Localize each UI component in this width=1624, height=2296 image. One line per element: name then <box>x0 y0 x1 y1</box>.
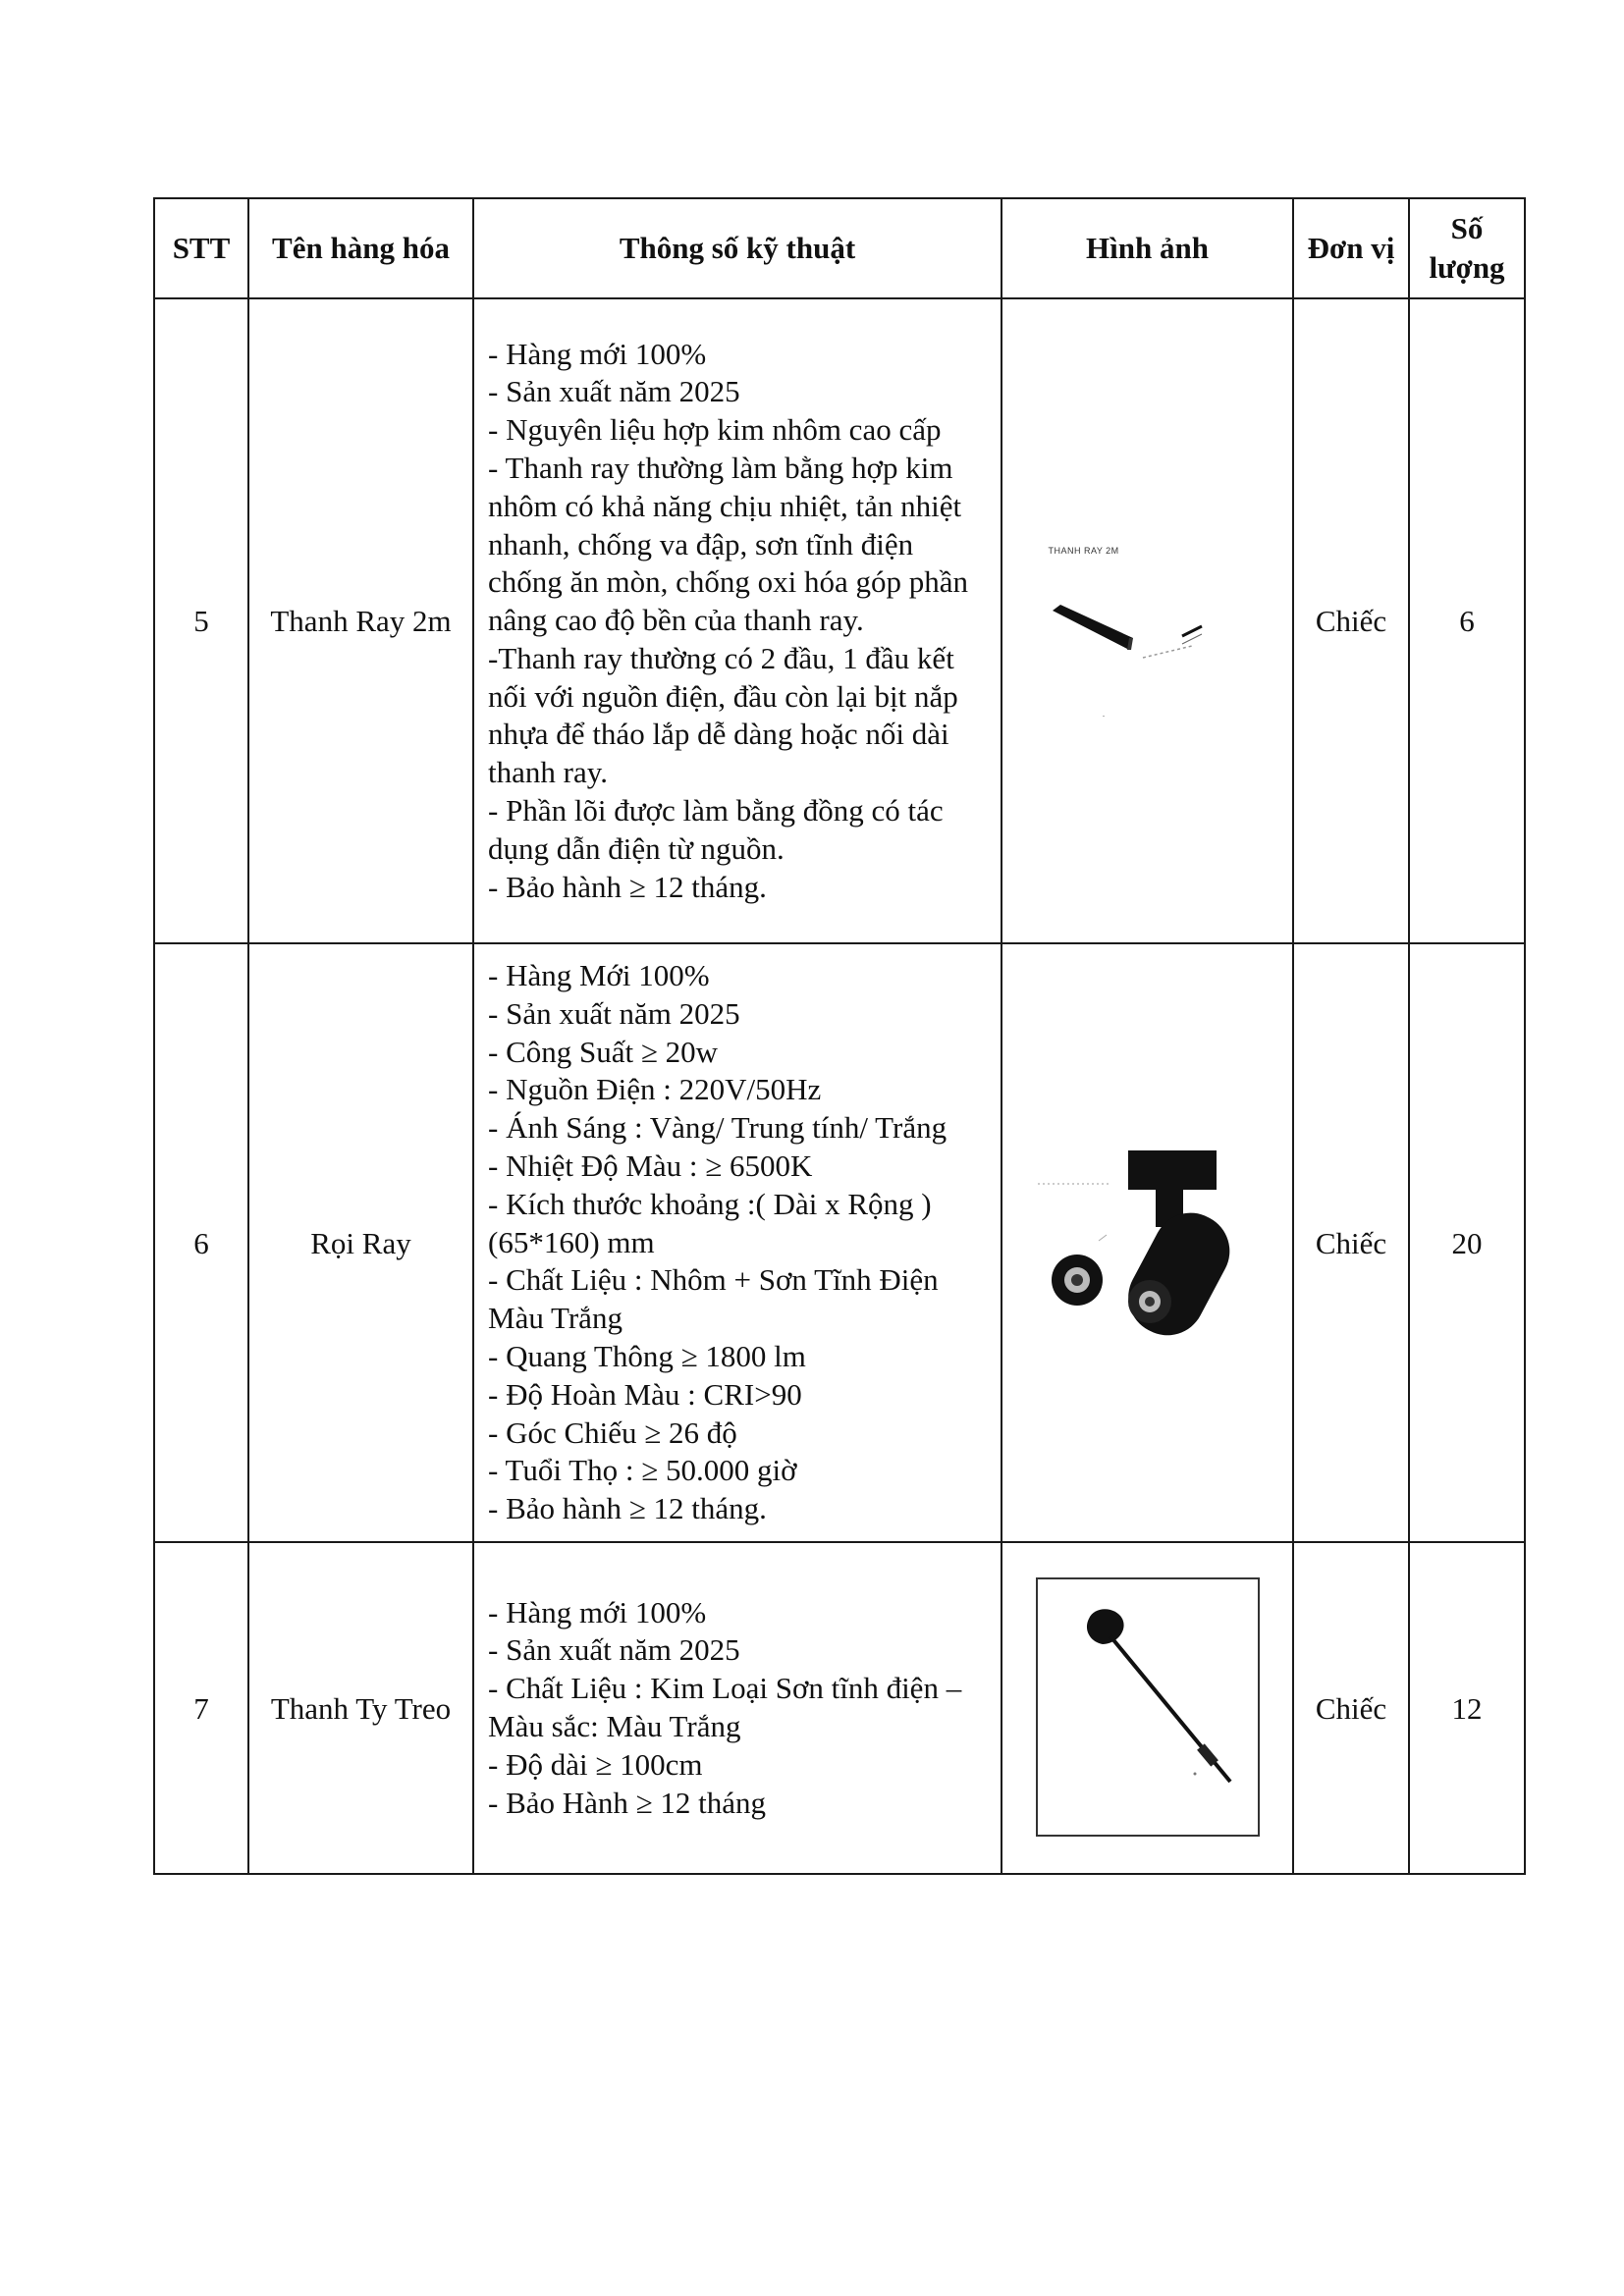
spec-item: - Sản xuất năm 2025 <box>488 995 740 1031</box>
row-stt: 7 <box>154 1542 248 1874</box>
spec-item: - Phần lõi được làm bằng đồng có tác dụng dẫn điện từ nguồn. <box>488 793 944 866</box>
spec-list <box>488 336 991 907</box>
row-specs <box>473 1542 1001 1874</box>
track-rail-image <box>1035 520 1261 717</box>
spec-item: - Công Suất ≥ 20w <box>488 1034 719 1069</box>
spec-item: - Kích thước khoảng :( Dài x Rộng ) (65*160) mm <box>488 1186 932 1259</box>
spec-item: - Bảo Hành ≥ 12 tháng <box>488 1785 767 1820</box>
spec-item: - Quang Thông ≥ 1800 lm <box>488 1338 806 1373</box>
row-stt: 6 <box>154 943 248 1542</box>
spec-item: - Hàng Mới 100% <box>488 958 710 993</box>
header-specs: Thông số kỹ thuật <box>473 198 1001 298</box>
spec-list <box>488 1594 991 1823</box>
row-name: Thanh Ray 2m <box>248 298 473 943</box>
row-image <box>1001 943 1293 1542</box>
spec-item: - Góc Chiếu ≥ 26 độ <box>488 1415 737 1450</box>
spec-item: - Chất Liệu : Nhôm + Sơn Tĩnh Điện Màu Trắng <box>488 1262 939 1336</box>
hanging-rod-icon <box>1038 1579 1258 1835</box>
header-stt: STT <box>154 198 248 298</box>
header-image: Hình ảnh <box>1001 198 1293 298</box>
spec-table <box>153 197 1526 1875</box>
track-rail-label: THANH RAY 2M <box>1048 546 1119 556</box>
row-specs <box>473 943 1001 1542</box>
spec-item: - Nguyên liệu hợp kim nhôm cao cấp <box>488 412 942 448</box>
row-name: Thanh Ty Treo <box>248 1542 473 1874</box>
spec-item: - Thanh ray thường làm bằng hợp kim nhôm có khả năng chịu nhiệt, tản nhiệt nhanh, chống va đập, sơn tĩnh điện chống ăn mòn, chống oxi hóa góp phần nâng cao độ bền của thanh ray. <box>488 450 969 638</box>
table-row <box>154 298 1525 943</box>
spec-item: - Độ dài ≥ 100cm <box>488 1746 703 1782</box>
spec-list <box>488 957 991 1528</box>
spec-item: - Hàng mới 100% <box>488 336 707 371</box>
spec-item: - Tuổi Thọ : ≥ 50.000 giờ <box>488 1453 797 1488</box>
row-unit: Chiếc <box>1293 943 1409 1542</box>
track-light-image <box>1030 1133 1266 1349</box>
spec-item: - Sản xuất năm 2025 <box>488 1632 740 1668</box>
spec-item: - Hàng mới 100% <box>488 1594 707 1629</box>
spec-item: - Độ Hoàn Màu : CRI>90 <box>488 1376 802 1412</box>
row-qty: 20 <box>1409 943 1525 1542</box>
header-unit: Đơn vị <box>1293 198 1409 298</box>
row-image <box>1001 298 1293 943</box>
spec-item: - Bảo hành ≥ 12 tháng. <box>488 869 767 904</box>
hanging-rod-image <box>1036 1577 1260 1837</box>
spec-item: - Bảo hành ≥ 12 tháng. <box>488 1491 767 1526</box>
spec-item: - Nhiệt Độ Màu : ≥ 6500K <box>488 1148 813 1183</box>
header-row <box>154 198 1525 298</box>
row-specs <box>473 298 1001 943</box>
row-image <box>1001 1542 1293 1874</box>
row-unit: Chiếc <box>1293 1542 1409 1874</box>
spec-item: - Ánh Sáng : Vàng/ Trung tính/ Trắng <box>488 1110 947 1146</box>
row-qty: 12 <box>1409 1542 1525 1874</box>
table-row <box>154 1542 1525 1874</box>
track-spotlight-icon <box>1030 1133 1266 1349</box>
row-name: Rọi Ray <box>248 943 473 1542</box>
row-qty: 6 <box>1409 298 1525 943</box>
header-qty: Số lượng <box>1409 198 1525 298</box>
row-unit: Chiếc <box>1293 298 1409 943</box>
spec-item: - Sản xuất năm 2025 <box>488 374 740 409</box>
header-name: Tên hàng hóa <box>248 198 473 298</box>
spec-item: -Thanh ray thường có 2 đầu, 1 đầu kết nối với nguồn điện, đầu còn lại bịt nắp nhựa để tháo lắp dễ dàng hoặc nối dài thanh ray. <box>488 640 958 790</box>
row-stt: 5 <box>154 298 248 943</box>
spec-item: - Chất Liệu : Kim Loại Sơn tĩnh điện – Màu sắc: Màu Trắng <box>488 1671 962 1743</box>
spec-item: - Nguồn Điện : 220V/50Hz <box>488 1072 822 1107</box>
table-row <box>154 943 1525 1542</box>
